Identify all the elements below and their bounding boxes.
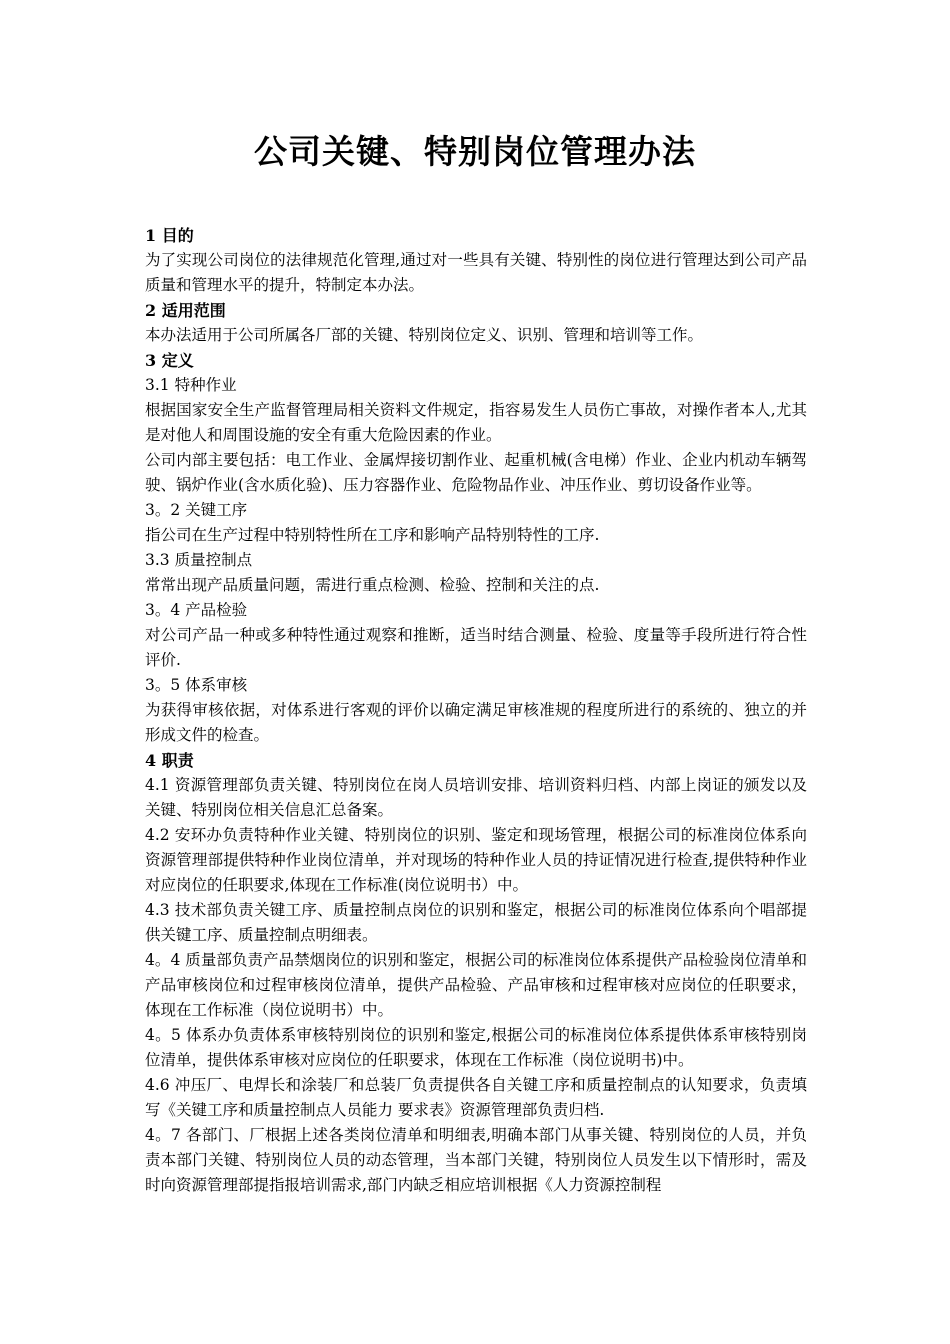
paragraph: 为了实现公司岗位的法律规范化管理,通过对一些具有关键、特别性的岗位进行管理达到公司产品质量和管理水平的提升，特制定本办法。 [145,251,807,294]
section-heading: 3 定义 [145,351,194,370]
paragraph: 4.3 技术部负责关键工序、质量控制点岗位的识别和鉴定，根据公司的标准岗位体系向个唱部提供关键工序、质量控制点明细表。 [145,901,807,944]
paragraph: 4。7 各部门、厂根据上述各类岗位清单和明细表,明确本部门从事关键、特别岗位的人员，并负责本部门关键、特别岗位人员的动态管理，当本部门关键，特别岗位人员发生以下情形时，需及时向资源管理部提指报培训需求,部门内缺乏相应培训根据《人力资源控制程 [145,1126,807,1194]
paragraph: 4.6 冲压厂、电焊长和涂装厂和总装厂负责提供各自关键工序和质量控制点的认知要求，负责填写《关键工序和质量控制点人员能力 要求表》资源管理部负责归档. [145,1076,807,1119]
paragraph: 4。4 质量部负责产品禁烟岗位的识别和鉴定，根据公司的标准岗位体系提供产品检验岗位清单和产品审核岗位和过程审核岗位清单，提供产品检验、产品审核和过程审核对应岗位的任职要求，体现在工作标准（岗位说明书）中。 [145,951,807,1019]
subsection-heading: 3。4 产品检验 [145,601,248,619]
paragraph: 4。5 体系办负责体系审核特别岗位的识别和鉴定,根据公司的标准岗位体系提供体系审核特别岗位清单，提供体系审核对应岗位的任职要求，体现在工作标准（岗位说明书)中。 [145,1026,807,1069]
subsection-heading: 3。2 关键工序 [145,501,248,519]
paragraph: 4.2 安环办负责特种作业关键、特别岗位的识别、鉴定和现场管理，根据公司的标准岗位体系向资源管理部提供特种作业岗位清单，并对现场的特种作业人员的持证情况进行检查,提供特种作业对应岗位的任职要求,体现在工作标准(岗位说明书）中。 [145,826,807,894]
paragraph: 为获得审核依据，对体系进行客观的评价以确定满足审核准规的程度所进行的系统的、独立的并形成文件的检查。 [145,701,807,744]
subsection-heading: 3.3 质量控制点 [145,551,253,569]
subsection-heading: 3。5 体系审核 [145,676,248,694]
paragraph: 本办法适用于公司所属各厂部的关键、特别岗位定义、识别、管理和培训等工作。 [145,326,704,344]
paragraph: 公司内部主要包括：电工作业、金属焊接切割作业、起重机械(含电梯）作业、企业内机动车辆驾驶、锅炉作业(含水质化验)、压力容器作业、危险物品作业、冲压作业、剪切设备作业等。 [145,451,807,494]
section-heading: 4 职责 [145,751,194,770]
paragraph: 常常出现产品质量问题，需进行重点检测、检验、控制和关注的点. [145,576,600,594]
paragraph: 根据国家安全生产监督管理局相关资料文件规定，指容易发生人员伤亡事故，对操作者本人,尤其是对他人和周围设施的安全有重大危险因素的作业。 [145,401,807,444]
section-heading: 1 目的 [145,226,194,245]
paragraph: 4.1 资源管理部负责关键、特别岗位在岗人员培训安排、培训资料归档、内部上岗证的颁发以及关键、特别岗位相关信息汇总备案。 [145,776,807,819]
section-heading: 2 适用范围 [145,301,226,320]
subsection-heading: 3.1 特种作业 [145,376,237,394]
document-title: 公司关键、特别岗位管理办法 [254,132,696,171]
paragraph: 指公司在生产过程中特别特性所在工序和影响产品特别特性的工序. [145,526,600,544]
paragraph: 对公司产品一种或多种特性通过观察和推断，适当时结合测量、检验、度量等手段所进行符合性评价. [145,626,807,669]
document-body [145,223,807,1198]
